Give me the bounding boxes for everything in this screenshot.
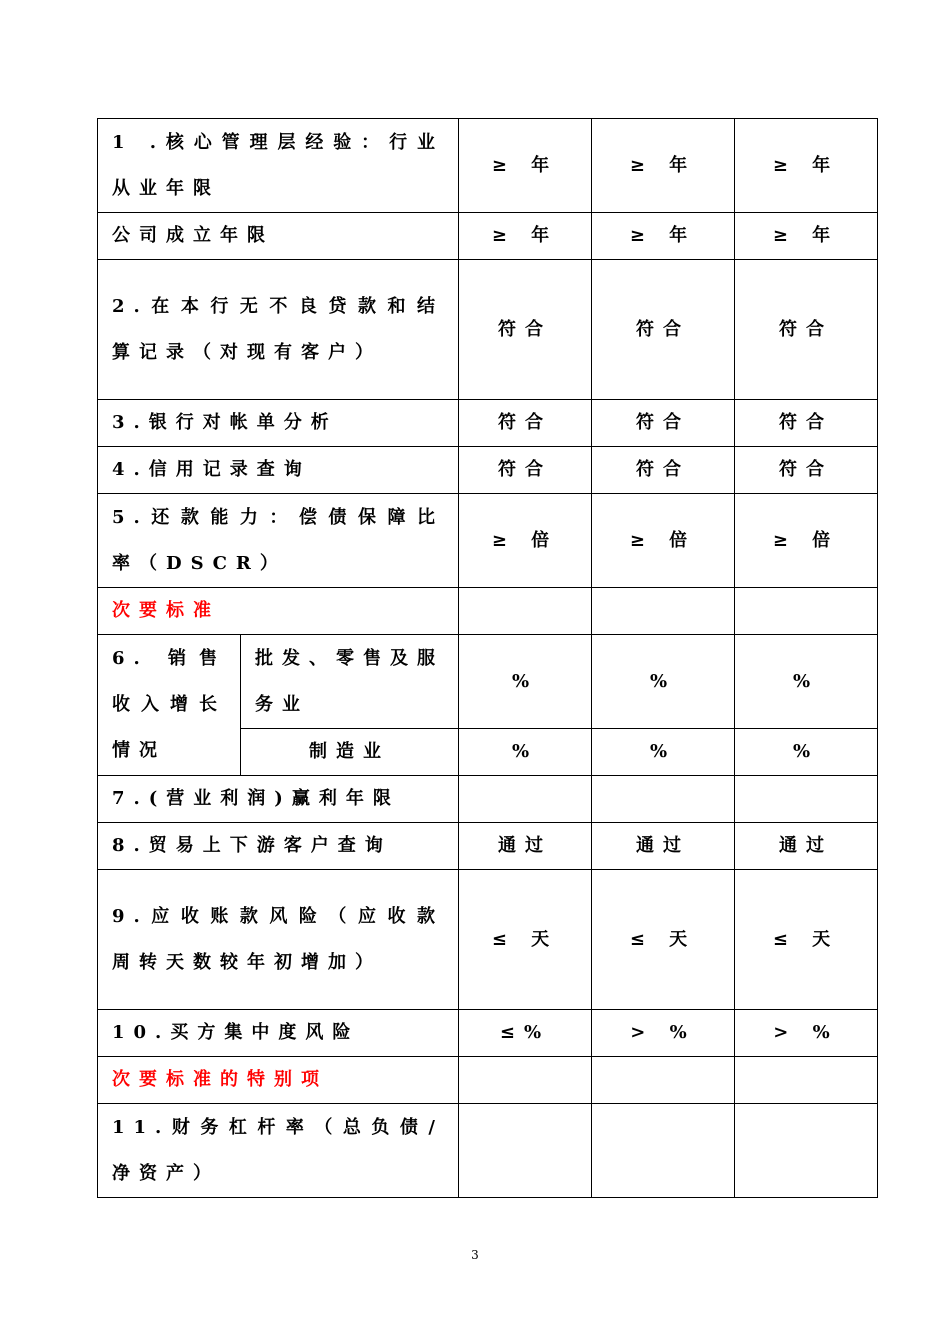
row-value bbox=[735, 1104, 878, 1198]
row-value bbox=[459, 776, 592, 823]
row-value: 通过 bbox=[735, 823, 878, 870]
row-value: 符合 bbox=[592, 260, 735, 400]
table-row bbox=[98, 588, 878, 635]
table-row bbox=[98, 776, 878, 823]
table-row bbox=[98, 494, 878, 588]
table-row bbox=[98, 213, 878, 260]
row-value: > % bbox=[735, 1010, 878, 1057]
row-value: 符合 bbox=[459, 447, 592, 494]
row-value bbox=[459, 1057, 592, 1104]
row-value: 符合 bbox=[735, 400, 878, 447]
row-label: 6. 销售收入增长情况 bbox=[98, 635, 241, 776]
row-label: 5.还款能力：偿债保障比率（DSCR） bbox=[98, 494, 459, 588]
row-value: > % bbox=[592, 1010, 735, 1057]
row-label: 11.财务杠杆率（总负债/净资产） bbox=[98, 1104, 459, 1198]
table-row bbox=[98, 870, 878, 1010]
row-value: ≥ 倍 bbox=[735, 494, 878, 588]
row-value: 符合 bbox=[735, 447, 878, 494]
row-value bbox=[592, 1057, 735, 1104]
row-value: ≥ 年 bbox=[592, 213, 735, 260]
row-value: % bbox=[735, 729, 878, 776]
row-value: % bbox=[459, 729, 592, 776]
row-value: 符合 bbox=[735, 260, 878, 400]
row-value bbox=[735, 776, 878, 823]
row-value: ≤ 天 bbox=[735, 870, 878, 1010]
row-value bbox=[592, 776, 735, 823]
row-value bbox=[459, 1104, 592, 1198]
row-value: ≥ 年 bbox=[592, 119, 735, 213]
row-value: ≥ 年 bbox=[735, 119, 878, 213]
row-value: 符合 bbox=[592, 447, 735, 494]
row-label: 2.在本行无不良贷款和结算记录（对现有客户） bbox=[98, 260, 459, 400]
row-value bbox=[735, 1057, 878, 1104]
row-label: 4.信用记录查询 bbox=[98, 447, 459, 494]
criteria-table bbox=[97, 118, 878, 1198]
row-label: 公司成立年限 bbox=[98, 213, 459, 260]
row-value bbox=[592, 588, 735, 635]
row-value: ≥ 倍 bbox=[592, 494, 735, 588]
row-value: 符合 bbox=[592, 400, 735, 447]
row-value bbox=[735, 588, 878, 635]
table-row bbox=[98, 1010, 878, 1057]
row-label: 3.银行对帐单分析 bbox=[98, 400, 459, 447]
row-label: 1 .核心管理层经验：行业从业年限 bbox=[98, 119, 459, 213]
table-row bbox=[98, 823, 878, 870]
row-value: ≥ 年 bbox=[735, 213, 878, 260]
table-row bbox=[98, 260, 878, 400]
section-heading: 次要标准的特别项 bbox=[98, 1057, 459, 1104]
row-value: ≤ 天 bbox=[459, 870, 592, 1010]
row-value: ≥ 倍 bbox=[459, 494, 592, 588]
row-value: 通过 bbox=[592, 823, 735, 870]
row-value: ≤% bbox=[459, 1010, 592, 1057]
row-value: % bbox=[592, 635, 735, 729]
row-label: 8.贸易上下游客户查询 bbox=[98, 823, 459, 870]
row-value: ≥ 年 bbox=[459, 119, 592, 213]
row-value: % bbox=[592, 729, 735, 776]
table-row bbox=[98, 400, 878, 447]
table-row bbox=[98, 447, 878, 494]
page-number: 3 bbox=[471, 1248, 479, 1262]
row-value bbox=[592, 1104, 735, 1198]
row-value: % bbox=[459, 635, 592, 729]
sub-row-label: 批发、零售及服务业 bbox=[241, 635, 459, 729]
row-value: ≥ 年 bbox=[459, 213, 592, 260]
row-value: 符合 bbox=[459, 260, 592, 400]
sub-row-label: 制造业 bbox=[241, 729, 459, 776]
row-label: 7.(营业利润)赢利年限 bbox=[98, 776, 459, 823]
row-value: ≤ 天 bbox=[592, 870, 735, 1010]
table-row bbox=[98, 1104, 878, 1198]
row-label: 9.应收账款风险（应收款周转天数较年初增加） bbox=[98, 870, 459, 1010]
row-label: 10.买方集中度风险 bbox=[98, 1010, 459, 1057]
row-value bbox=[459, 588, 592, 635]
section-heading: 次要标准 bbox=[98, 588, 459, 635]
row-value: % bbox=[735, 635, 878, 729]
table-row bbox=[98, 1057, 878, 1104]
table-row bbox=[98, 119, 878, 213]
table-row bbox=[98, 635, 878, 729]
row-value: 通过 bbox=[459, 823, 592, 870]
row-value: 符合 bbox=[459, 400, 592, 447]
